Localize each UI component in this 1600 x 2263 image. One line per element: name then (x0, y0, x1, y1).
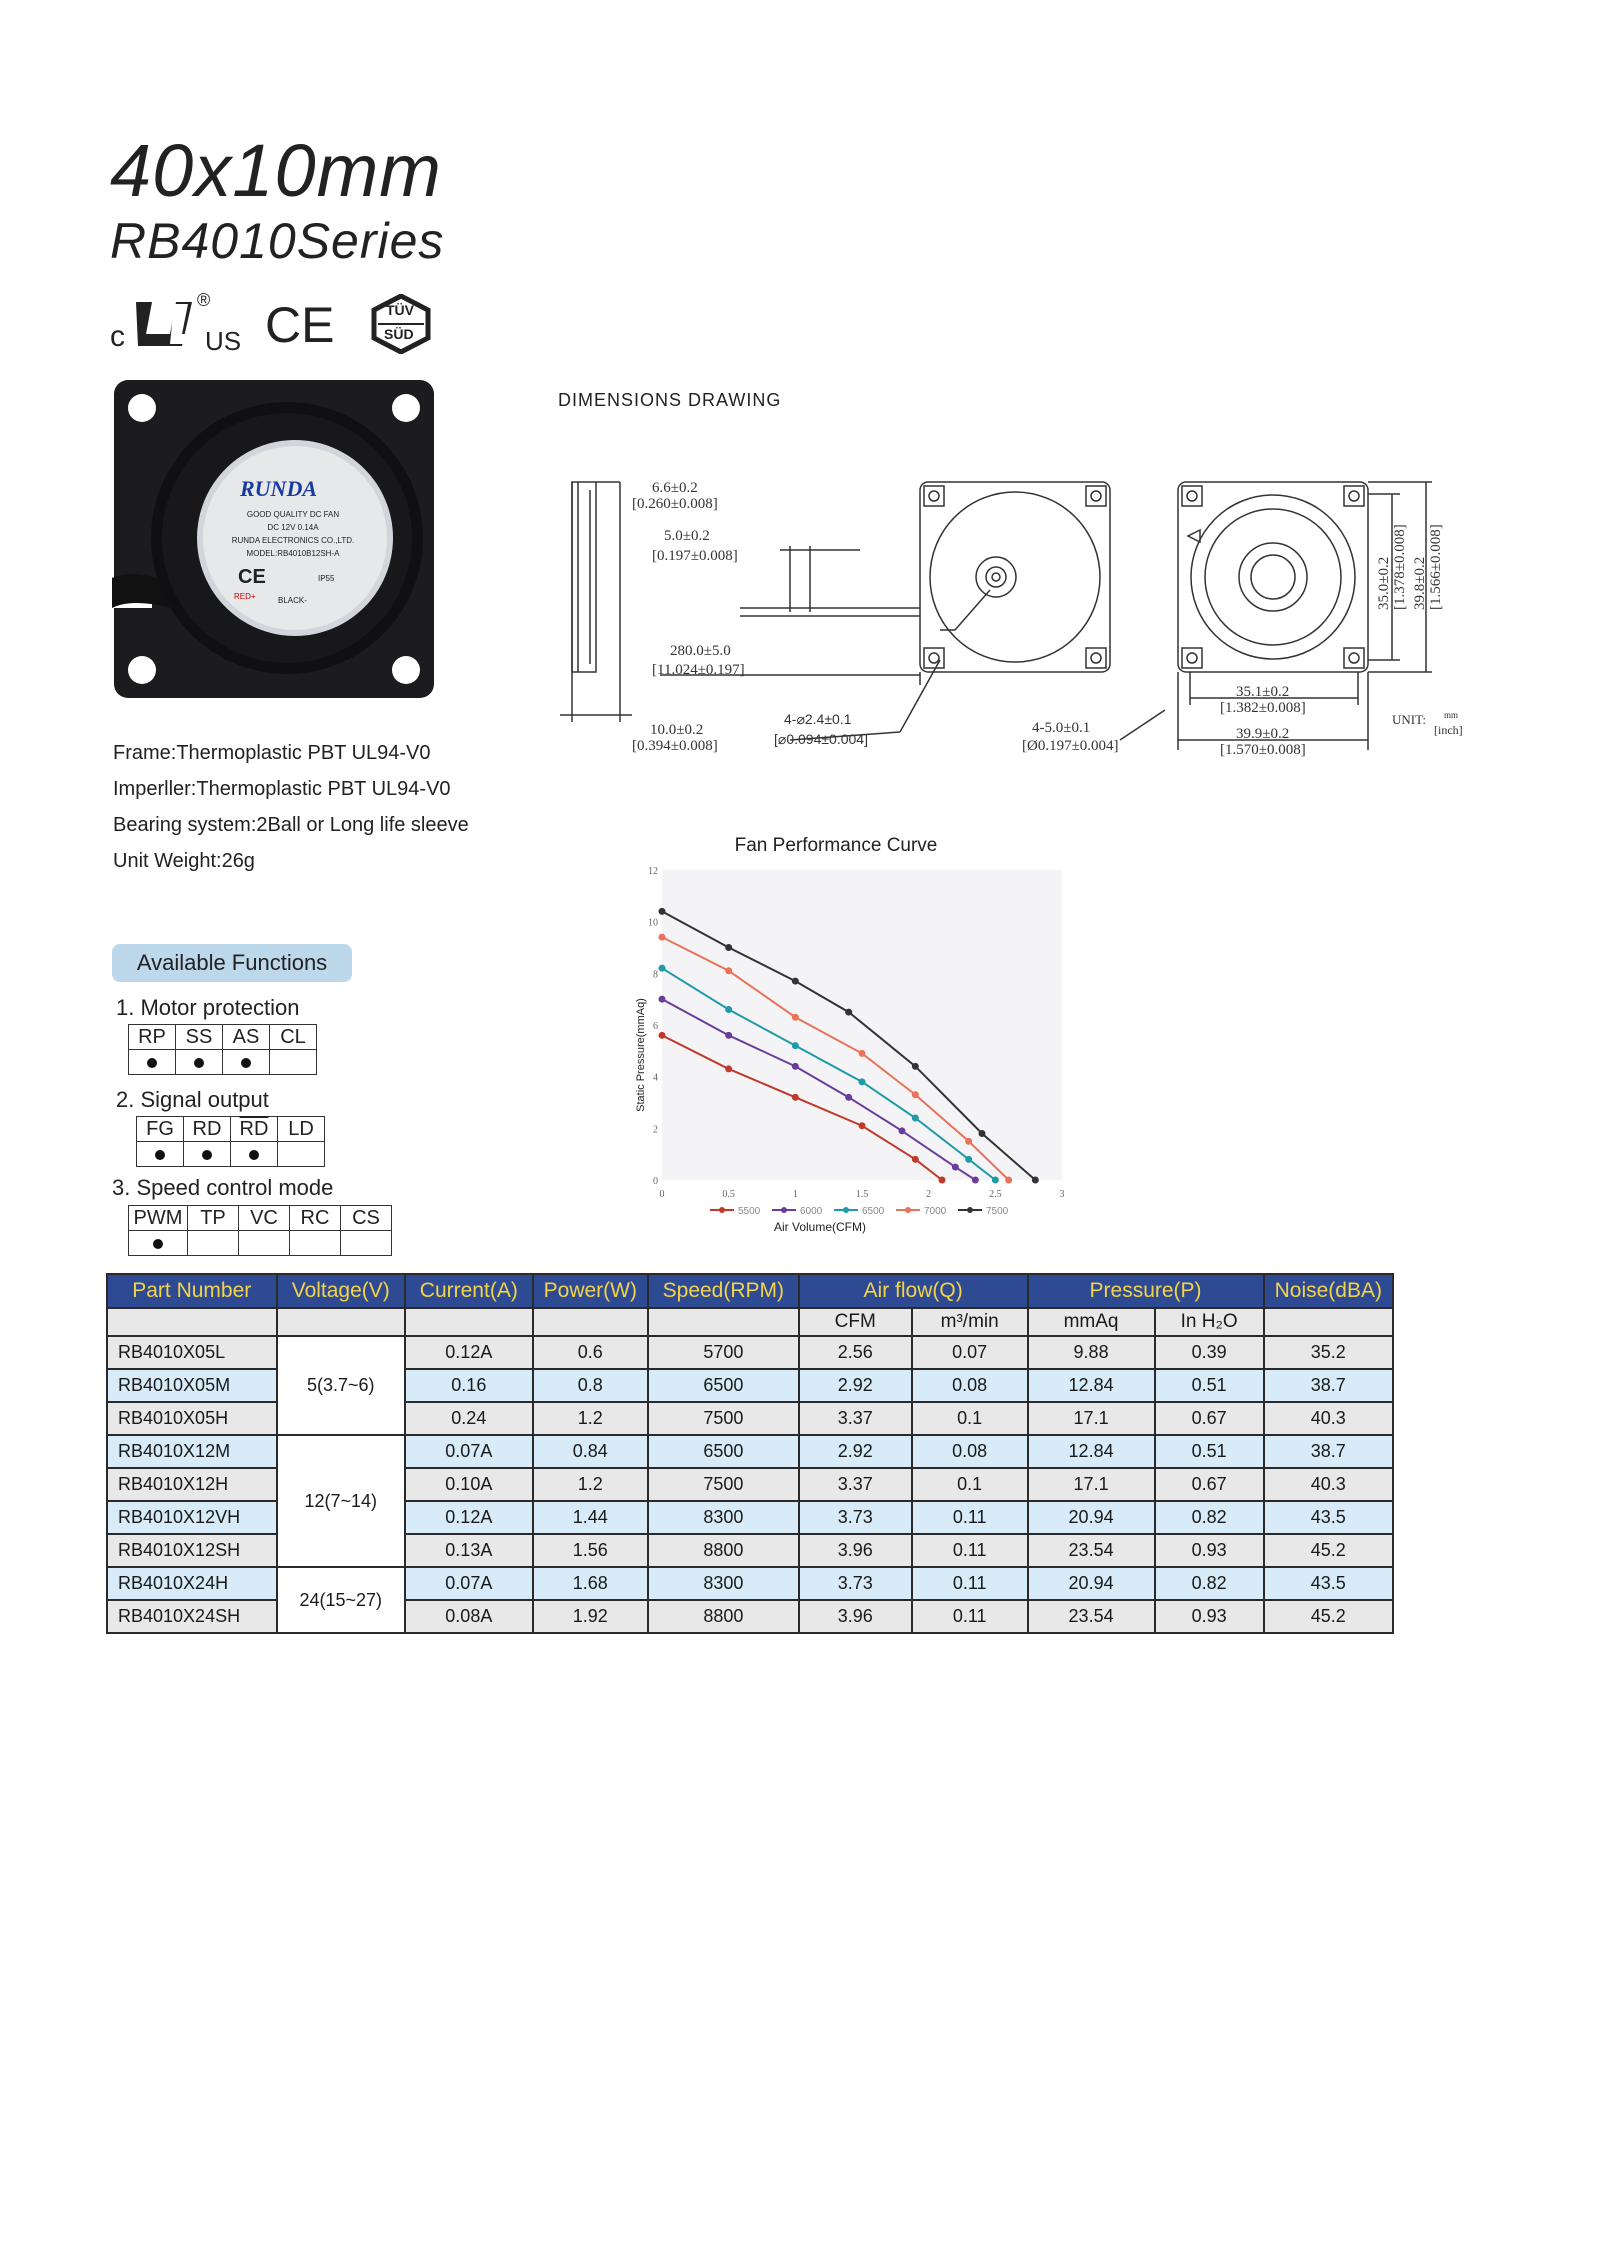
subheader-empty (648, 1308, 799, 1336)
data-point (792, 978, 799, 985)
available-dot-icon (202, 1150, 212, 1160)
legend-marker (905, 1207, 911, 1213)
dim-label: 5.0±0.2 (664, 528, 710, 544)
unit-label: UNIT: (1392, 712, 1427, 727)
data-point (859, 1078, 866, 1085)
specification-table (106, 1273, 1394, 1634)
cell-current: 0.12A (405, 1336, 533, 1369)
cell-inh2o: 0.67 (1155, 1402, 1264, 1435)
cell-mmaq: 20.94 (1028, 1501, 1155, 1534)
availability-cell (278, 1142, 325, 1167)
cell-noise: 40.3 (1264, 1402, 1393, 1435)
cell-noise: 45.2 (1264, 1534, 1393, 1567)
cell-noise: 45.2 (1264, 1600, 1393, 1633)
x-tick-label: 1 (792, 1189, 798, 1200)
data-point (659, 1032, 666, 1039)
option-rd: RD (184, 1117, 231, 1142)
cell-power: 0.84 (533, 1435, 648, 1468)
cell-inh2o: 0.93 (1155, 1600, 1264, 1633)
label-line: DC 12V 0.14A (267, 523, 319, 532)
label-line: MODEL:RB4010B12SH-A (246, 549, 340, 558)
cell-speed: 5700 (648, 1336, 799, 1369)
product-photo (112, 378, 436, 700)
y-tick-label: 10 (648, 917, 658, 929)
option-pwm: PWM (129, 1206, 188, 1231)
data-point (845, 1094, 852, 1101)
data-point (912, 1091, 919, 1098)
cell-current: 0.24 (405, 1402, 533, 1435)
dim-label: [Ø0.197±0.004] (1022, 738, 1119, 754)
cell-part: RB4010X05H (107, 1402, 277, 1435)
cell-part: RB4010X12SH (107, 1534, 277, 1567)
cell-inh2o: 0.93 (1155, 1534, 1264, 1567)
speed-control-title: 3. Speed control mode (112, 1175, 334, 1200)
table-row (107, 1567, 1393, 1600)
cell-speed: 7500 (648, 1468, 799, 1501)
available-dot-icon (153, 1239, 163, 1249)
cert-us-text: US (205, 326, 242, 356)
option-ss: SS (176, 1025, 223, 1050)
data-point (725, 967, 732, 974)
dim-label: [0.197±0.008] (652, 548, 738, 564)
page-title: 40x10mm (110, 129, 442, 212)
subheader-empty (1264, 1308, 1393, 1336)
cell-inh2o: 0.82 (1155, 1567, 1264, 1600)
cell-mmaq: 17.1 (1028, 1468, 1155, 1501)
cell-current: 0.08A (405, 1600, 533, 1633)
cell-m3: 0.11 (912, 1501, 1028, 1534)
col-header-power: Power(W) (533, 1274, 648, 1308)
dim-label: [1.378±0.008] (1392, 524, 1408, 610)
cell-voltage: 12(7~14) (277, 1435, 406, 1567)
cell-speed: 6500 (648, 1369, 799, 1402)
cell-cfm: 3.73 (799, 1567, 912, 1600)
data-point (1032, 1177, 1039, 1184)
available-dot-icon (155, 1150, 165, 1160)
cell-cfm: 2.56 (799, 1336, 912, 1369)
spec-list (113, 735, 469, 879)
label-line: RUNDA ELECTRONICS CO.,LTD. (231, 536, 355, 545)
table-row (107, 1336, 1393, 1369)
cell-inh2o: 0.67 (1155, 1468, 1264, 1501)
cell-noise: 43.5 (1264, 1567, 1393, 1600)
col-header-part-number: Part Number (107, 1274, 277, 1308)
cell-noise: 43.5 (1264, 1501, 1393, 1534)
dim-label: 4-⌀2.4±0.1 (784, 711, 852, 727)
spec-bearing: Bearing system:2Ball or Long life sleeve (113, 814, 469, 836)
data-point (725, 1032, 732, 1039)
plot-area (662, 870, 1062, 1180)
subheader-empty (533, 1308, 648, 1336)
dim-label: 39.8±0.2 (1412, 556, 1428, 610)
data-point (792, 1042, 799, 1049)
dim-label: 39.9±0.2 (1236, 726, 1290, 742)
cell-speed: 6500 (648, 1435, 799, 1468)
cell-speed: 7500 (648, 1402, 799, 1435)
cell-m3: 0.08 (912, 1435, 1028, 1468)
option-tp: TP (188, 1206, 239, 1231)
data-point (952, 1164, 959, 1171)
cell-voltage: 24(15~27) (277, 1567, 406, 1633)
cell-current: 0.16 (405, 1369, 533, 1402)
cell-cfm: 3.37 (799, 1468, 912, 1501)
option-ld: LD (278, 1117, 325, 1142)
data-point (1005, 1177, 1012, 1184)
cell-cfm: 3.96 (799, 1600, 912, 1633)
available-dot-icon (147, 1058, 157, 1068)
option-cl: CL (270, 1025, 317, 1050)
option-vc: VC (239, 1206, 290, 1231)
dim-label: 6.6±0.2 (652, 480, 698, 496)
col-header-voltage: Voltage(V) (277, 1274, 406, 1308)
data-point (725, 1006, 732, 1013)
data-point (792, 1014, 799, 1021)
data-point (912, 1115, 919, 1122)
cell-m3: 0.11 (912, 1567, 1028, 1600)
cell-power: 1.2 (533, 1402, 648, 1435)
cell-mmaq: 9.88 (1028, 1336, 1155, 1369)
cell-current: 0.13A (405, 1534, 533, 1567)
availability-cell (231, 1142, 278, 1167)
availability-cell (176, 1050, 223, 1075)
availability-cell (137, 1142, 184, 1167)
y-tick-label: 2 (653, 1124, 658, 1136)
cell-power: 0.8 (533, 1369, 648, 1402)
subheader-mmaq: mmAq (1028, 1308, 1155, 1336)
availability-cell (188, 1231, 239, 1256)
unit-inch: [inch] (1434, 723, 1463, 737)
cell-mmaq: 17.1 (1028, 1402, 1155, 1435)
label-ce-text: CE (238, 566, 266, 588)
subheader-m3min: m³/min (912, 1308, 1028, 1336)
y-tick-label: 0 (653, 1176, 658, 1187)
dim-label: [11.024±0.197] (652, 662, 745, 678)
spec-weight: Unit Weight:26g (113, 850, 255, 872)
data-point (979, 1130, 986, 1137)
subheader-inh2o: In H₂O (1155, 1308, 1264, 1336)
cell-speed: 8800 (648, 1534, 799, 1567)
cell-inh2o: 0.51 (1155, 1369, 1264, 1402)
subheader-empty (107, 1308, 277, 1336)
cell-mmaq: 12.84 (1028, 1369, 1155, 1402)
legend-label: 7500 (986, 1206, 1009, 1217)
cell-m3: 0.11 (912, 1600, 1028, 1633)
legend-marker (719, 1207, 725, 1213)
col-header-current: Current(A) (405, 1274, 533, 1308)
data-point (792, 1094, 799, 1101)
cell-part: RB4010X12H (107, 1468, 277, 1501)
dim-label: [1.566±0.008] (1428, 524, 1444, 610)
x-tick-label: 3 (1059, 1189, 1065, 1200)
availability-cell (223, 1050, 270, 1075)
legend-label: 6000 (800, 1206, 823, 1217)
availability-cell (129, 1231, 188, 1256)
dim-label: [0.260±0.008] (632, 496, 718, 512)
data-point (965, 1138, 972, 1145)
col-header-speed: Speed(RPM) (648, 1274, 799, 1308)
cell-m3: 0.07 (912, 1336, 1028, 1369)
data-point (899, 1127, 906, 1134)
dimensions-caption: DIMENSIONS DRAWING (558, 390, 782, 410)
legend-label: 7000 (924, 1206, 947, 1217)
dim-label: 4-5.0±0.1 (1032, 720, 1091, 736)
label-wire-red: RED+ (234, 592, 256, 601)
spec-frame: Frame:Thermoplastic PBT UL94-V0 (113, 742, 431, 764)
label-line: GOOD QUALITY DC FAN (246, 510, 340, 519)
cell-power: 1.68 (533, 1567, 648, 1600)
data-point (659, 934, 666, 941)
cell-power: 1.44 (533, 1501, 648, 1534)
cell-mmaq: 20.94 (1028, 1567, 1155, 1600)
cell-part: RB4010X12VH (107, 1501, 277, 1534)
cell-voltage: 5(3.7~6) (277, 1336, 406, 1435)
cell-power: 0.6 (533, 1336, 648, 1369)
cell-current: 0.07A (405, 1567, 533, 1600)
cell-current: 0.10A (405, 1468, 533, 1501)
cell-noise: 40.3 (1264, 1468, 1393, 1501)
cell-cfm: 2.92 (799, 1435, 912, 1468)
availability-cell (239, 1231, 290, 1256)
subheader-empty (277, 1308, 406, 1336)
certification-marks (110, 290, 450, 360)
legend-label: 6500 (862, 1206, 885, 1217)
x-tick-label: 1.5 (855, 1189, 869, 1200)
cell-inh2o: 0.51 (1155, 1435, 1264, 1468)
data-point (792, 1063, 799, 1070)
available-dot-icon (241, 1058, 251, 1068)
table-row (107, 1435, 1393, 1468)
dim-label: 10.0±0.2 (650, 722, 704, 738)
cell-power: 1.56 (533, 1534, 648, 1567)
data-point (992, 1177, 999, 1184)
cell-mmaq: 23.54 (1028, 1600, 1155, 1633)
data-point (972, 1177, 979, 1184)
subheader-cfm: CFM (799, 1308, 912, 1336)
col-header-airflow: Air flow(Q) (799, 1274, 1028, 1308)
data-point (659, 908, 666, 915)
label-wire-black: BLACK- (278, 596, 307, 605)
cell-speed: 8300 (648, 1567, 799, 1600)
cell-noise: 38.7 (1264, 1369, 1393, 1402)
spec-impeller: Imperller:Thermoplastic PBT UL94-V0 (113, 778, 451, 800)
cell-part: RB4010X05M (107, 1369, 277, 1402)
cell-current: 0.12A (405, 1501, 533, 1534)
x-tick-label: 2 (926, 1189, 932, 1200)
data-point (939, 1177, 946, 1184)
cell-cfm: 3.73 (799, 1501, 912, 1534)
cell-part: RB4010X24SH (107, 1600, 277, 1633)
availability-cell (270, 1050, 317, 1075)
cell-m3: 0.1 (912, 1402, 1028, 1435)
cell-part: RB4010X12M (107, 1435, 277, 1468)
data-point (859, 1050, 866, 1057)
col-header-noise: Noise(dBA) (1264, 1274, 1393, 1308)
dimensions-drawing (560, 460, 1490, 770)
cell-part: RB4010X05L (107, 1336, 277, 1369)
available-dot-icon (249, 1150, 259, 1160)
data-point (659, 965, 666, 972)
y-tick-label: 4 (653, 1072, 658, 1084)
data-point (725, 944, 732, 951)
option-rc: RC (290, 1206, 341, 1231)
data-point (912, 1156, 919, 1163)
label-lines (218, 508, 368, 560)
cell-noise: 35.2 (1264, 1336, 1393, 1369)
motor-protection-table (128, 1024, 317, 1075)
dim-label: 280.0±5.0 (670, 643, 731, 659)
chart-title: Fan Performance Curve (734, 835, 938, 856)
legend-marker (781, 1207, 787, 1213)
availability-cell (184, 1142, 231, 1167)
y-tick-label: 6 (653, 1021, 658, 1032)
dim-label: [1.382±0.008] (1220, 700, 1306, 716)
signal-output-table (136, 1116, 325, 1167)
option-rd-bar: $\overline{RD}$ (231, 1117, 278, 1142)
cell-noise: 38.7 (1264, 1435, 1393, 1468)
cell-inh2o: 0.39 (1155, 1336, 1264, 1369)
signal-output-title: 2. Signal output (116, 1087, 269, 1112)
data-point (965, 1156, 972, 1163)
cell-speed: 8800 (648, 1600, 799, 1633)
label-brand: RUNDA (240, 476, 318, 501)
availability-cell (129, 1050, 176, 1075)
cell-mmaq: 12.84 (1028, 1435, 1155, 1468)
motor-protection-title: 1. Motor protection (116, 995, 300, 1020)
x-tick-label: 0 (659, 1189, 665, 1200)
cell-cfm: 2.92 (799, 1369, 912, 1402)
dim-label: [⌀0.094±0.004] (774, 731, 868, 747)
cell-current: 0.07A (405, 1435, 533, 1468)
option-cs: CS (341, 1206, 392, 1231)
y-tick-label: 8 (653, 969, 658, 981)
legend-label: 5500 (738, 1206, 761, 1217)
fan-performance-chart (620, 835, 1090, 1235)
cert-registered-text: ® (197, 290, 211, 310)
cert-c-text: c (110, 320, 125, 353)
data-point (659, 996, 666, 1003)
x-tick-label: 2.5 (989, 1189, 1002, 1200)
available-dot-icon (194, 1058, 204, 1068)
ce-mark-text: CE (265, 297, 335, 353)
x-tick-label: 0.5 (722, 1189, 735, 1200)
dim-label: 35.1±0.2 (1236, 684, 1290, 700)
speed-control-table (128, 1205, 392, 1256)
unit-mm: mm (1444, 710, 1459, 720)
cell-m3: 0.11 (912, 1534, 1028, 1567)
label-ip: IP55 (318, 574, 335, 583)
cell-part: RB4010X24H (107, 1567, 277, 1600)
available-functions-badge: Available Functions (112, 944, 352, 982)
col-header-pressure: Pressure(P) (1028, 1274, 1264, 1308)
dim-label: 35.0±0.2 (1376, 556, 1392, 610)
availability-cell (290, 1231, 341, 1256)
chart-x-label: Air Volume(CFM) (773, 1220, 867, 1234)
data-point (859, 1122, 866, 1129)
data-point (845, 1009, 852, 1016)
series-subtitle: RB4010Series (110, 213, 445, 269)
cell-m3: 0.1 (912, 1468, 1028, 1501)
cell-mmaq: 23.54 (1028, 1534, 1155, 1567)
cell-m3: 0.08 (912, 1369, 1028, 1402)
chart-y-label: Static Pressure(mmAq) (635, 998, 647, 1112)
cell-speed: 8300 (648, 1501, 799, 1534)
sud-text: SÜD (384, 326, 414, 342)
data-point (725, 1065, 732, 1072)
data-point (912, 1063, 919, 1070)
option-as: AS (223, 1025, 270, 1050)
option-rp: RP (129, 1025, 176, 1050)
dim-label: [0.394±0.008] (632, 738, 718, 754)
subheader-empty (405, 1308, 533, 1336)
dim-label: [1.570±0.008] (1220, 742, 1306, 758)
availability-cell (341, 1231, 392, 1256)
cell-cfm: 3.96 (799, 1534, 912, 1567)
option-fg: FG (137, 1117, 184, 1142)
cell-cfm: 3.37 (799, 1402, 912, 1435)
legend-marker (967, 1207, 973, 1213)
cell-power: 1.92 (533, 1600, 648, 1633)
cell-inh2o: 0.82 (1155, 1501, 1264, 1534)
y-tick-label: 12 (648, 866, 658, 877)
tuv-text: TÜV (386, 302, 414, 318)
cell-power: 1.2 (533, 1468, 648, 1501)
legend-marker (843, 1207, 849, 1213)
